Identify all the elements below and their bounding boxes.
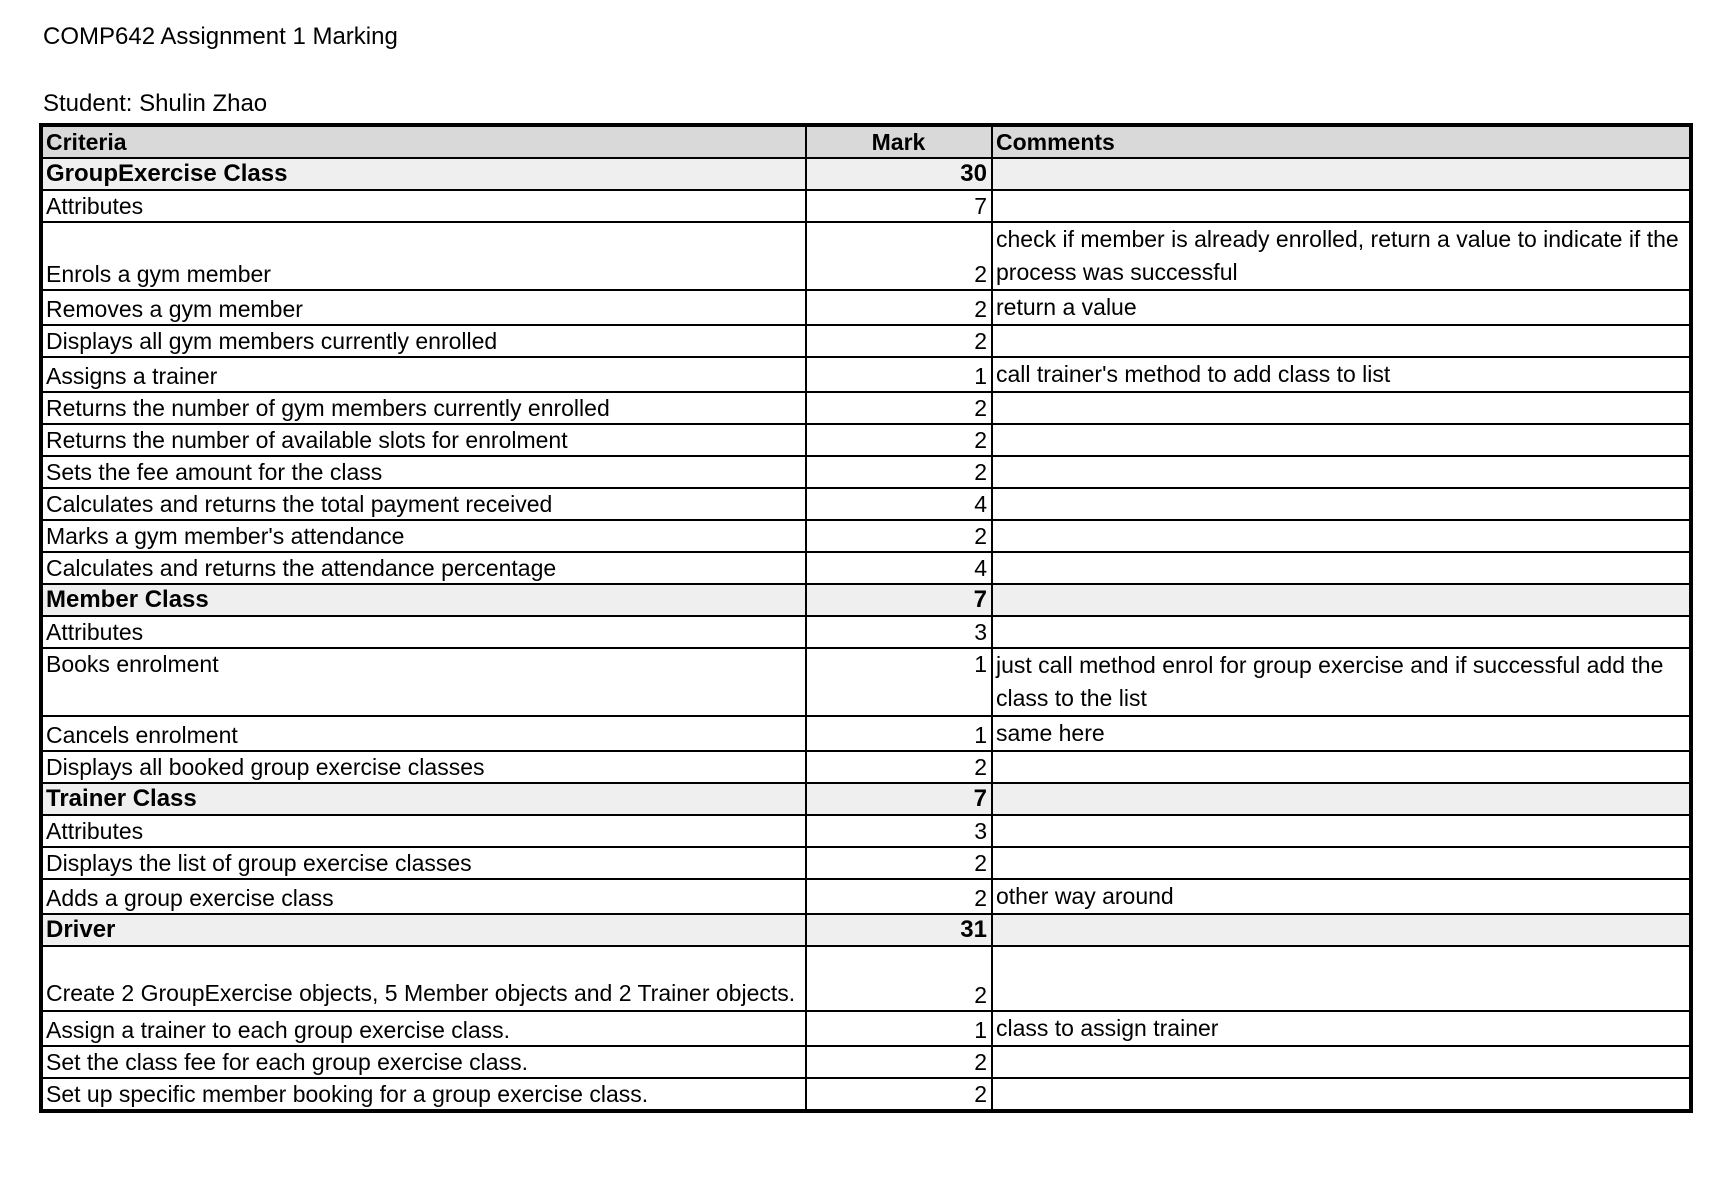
comment-cell [992,325,1691,357]
section-total-mark: 31 [806,914,992,946]
comment-cell: call trainer's method to add class to list [992,357,1691,392]
mark-column-header: Mark [806,125,992,158]
mark-cell: 2 [806,946,992,1011]
comment-cell [992,552,1691,584]
marking-table [39,123,1693,1113]
table-row [41,616,1691,648]
mark-cell: 4 [806,552,992,584]
table-row [41,290,1691,325]
comment-cell [992,1046,1691,1078]
criteria-cell: Set up specific member booking for a group exercise class. [41,1078,806,1111]
section-title: GroupExercise Class [41,158,806,190]
mark-cell: 2 [806,392,992,424]
mark-cell: 4 [806,488,992,520]
mark-cell: 1 [806,1011,992,1046]
table-row [41,357,1691,392]
table-row [41,325,1691,357]
section-title: Trainer Class [41,783,806,815]
comment-cell [992,488,1691,520]
mark-cell: 1 [806,716,992,751]
mark-cell: 2 [806,751,992,783]
criteria-cell: Attributes [41,616,806,648]
table-body [41,158,1691,1111]
section-row [41,158,1691,190]
table-header-row [41,125,1691,158]
comment-cell [992,815,1691,847]
table-row [41,222,1691,290]
criteria-cell: Returns the number of gym members currently enrolled [41,392,806,424]
comment-cell: return a value [992,290,1691,325]
document-title: COMP642 Assignment 1 Marking [43,23,398,50]
mark-cell: 2 [806,879,992,914]
criteria-cell: Marks a gym member's attendance [41,520,806,552]
mark-cell: 2 [806,1046,992,1078]
criteria-cell: Assigns a trainer [41,357,806,392]
table-row [41,751,1691,783]
criteria-cell: Enrols a gym member [41,222,806,290]
criteria-cell: Displays all booked group exercise classes [41,751,806,783]
criteria-cell: Calculates and returns the total payment received [41,488,806,520]
comment-cell [992,783,1691,815]
comment-cell [992,456,1691,488]
criteria-cell: Attributes [41,815,806,847]
mark-cell: 2 [806,456,992,488]
mark-cell: 2 [806,424,992,456]
mark-cell: 7 [806,190,992,222]
table-row [41,1078,1691,1111]
mark-cell: 1 [806,648,992,716]
criteria-cell: Adds a group exercise class [41,879,806,914]
mark-cell: 2 [806,520,992,552]
comment-cell [992,616,1691,648]
mark-cell: 2 [806,847,992,879]
section-row [41,783,1691,815]
section-row [41,914,1691,946]
section-total-mark: 7 [806,584,992,616]
mark-cell: 2 [806,1078,992,1111]
comment-cell [992,392,1691,424]
table-row [41,1011,1691,1046]
comment-cell [992,847,1691,879]
table-row [41,520,1691,552]
mark-cell: 1 [806,357,992,392]
criteria-cell: Cancels enrolment [41,716,806,751]
comment-cell [992,584,1691,616]
criteria-cell: Books enrolment [41,648,806,716]
mark-cell: 2 [806,290,992,325]
table-row [41,190,1691,222]
table-row [41,456,1691,488]
criteria-cell: Assign a trainer to each group exercise class. [41,1011,806,1046]
criteria-cell: Removes a gym member [41,290,806,325]
table-row [41,392,1691,424]
criteria-cell: Create 2 GroupExercise objects, 5 Member objects and 2 Trainer objects. [41,946,806,1011]
table-row [41,488,1691,520]
table-row [41,552,1691,584]
section-title: Member Class [41,584,806,616]
comment-cell [992,1078,1691,1111]
comments-column-header: Comments [992,125,1691,158]
mark-cell: 3 [806,815,992,847]
comment-cell: just call method enrol for group exercise and if successful add the class to the list [992,648,1691,716]
comment-cell [992,424,1691,456]
table-row [41,424,1691,456]
criteria-cell: Set the class fee for each group exercise class. [41,1046,806,1078]
criteria-cell: Sets the fee amount for the class [41,456,806,488]
comment-cell: class to assign trainer [992,1011,1691,1046]
table-row [41,1046,1691,1078]
comment-cell [992,946,1691,1011]
comment-cell [992,520,1691,552]
table-row [41,815,1691,847]
criteria-column-header: Criteria [41,125,806,158]
comment-cell: check if member is already enrolled, return a value to indicate if the process was successful [992,222,1691,290]
criteria-cell: Attributes [41,190,806,222]
table-row [41,879,1691,914]
comment-cell [992,914,1691,946]
criteria-cell: Displays all gym members currently enrolled [41,325,806,357]
criteria-cell: Calculates and returns the attendance percentage [41,552,806,584]
comment-cell [992,751,1691,783]
table-row [41,716,1691,751]
table-row [41,648,1691,716]
mark-cell: 2 [806,222,992,290]
comment-cell [992,190,1691,222]
section-row [41,584,1691,616]
section-title: Driver [41,914,806,946]
table-row [41,847,1691,879]
mark-cell: 2 [806,325,992,357]
table-row [41,946,1691,1011]
comment-cell: other way around [992,879,1691,914]
section-total-mark: 7 [806,783,992,815]
criteria-cell: Displays the list of group exercise classes [41,847,806,879]
section-total-mark: 30 [806,158,992,190]
criteria-cell: Returns the number of available slots for enrolment [41,424,806,456]
comment-cell [992,158,1691,190]
student-name: Student: Shulin Zhao [43,90,268,117]
comment-cell: same here [992,716,1691,751]
mark-cell: 3 [806,616,992,648]
